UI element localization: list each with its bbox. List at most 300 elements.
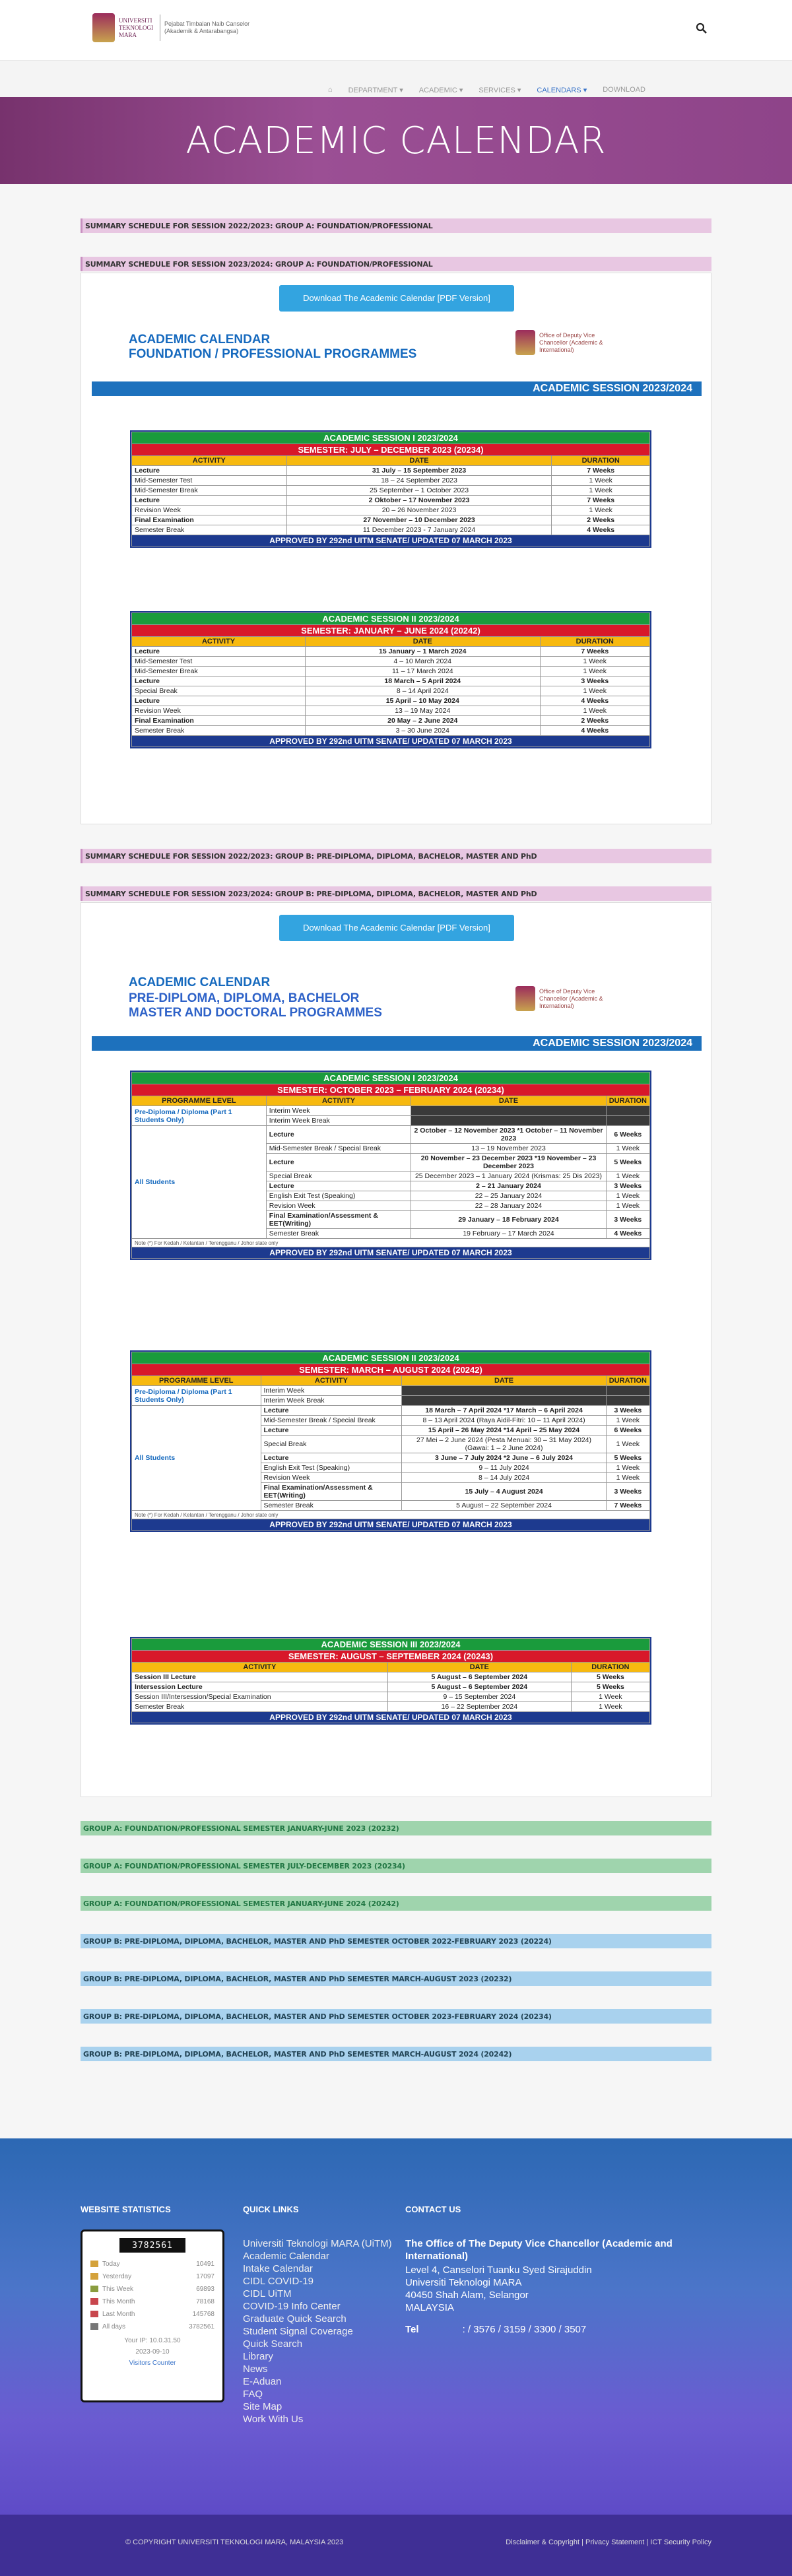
duration-cell: 1 Week: [540, 667, 650, 677]
table-row: [132, 456, 650, 466]
table-row: [132, 1639, 650, 1651]
semester-header: SEMESTER: JANUARY – JUNE 2024 (20242): [132, 625, 650, 637]
activity-cell: Special Break: [132, 686, 306, 696]
activity-cell: Revision Week: [266, 1201, 411, 1211]
column-header: DATE: [306, 637, 540, 647]
duration-cell: 1 Week: [552, 476, 650, 486]
date-cell: 31 July – 15 September 2023: [286, 466, 552, 476]
quick-link[interactable]: CIDL UiTM: [243, 2288, 292, 2299]
table-row: [132, 1386, 650, 1396]
table-row: [132, 1519, 650, 1531]
duration-cell: 1 Week: [606, 1436, 649, 1453]
duration-cell: 1 Week: [606, 1201, 649, 1211]
duration-cell: 7 Weeks: [552, 496, 650, 506]
quick-link[interactable]: Intake Calendar: [243, 2263, 313, 2274]
accordion-b2[interactable]: GROUP B: PRE-DIPLOMA, DIPLOMA, BACHELOR, MASTER AND PhD SEMESTER MARCH-AUGUST 2023 (20232): [81, 1971, 711, 1986]
column-header: DURATION: [606, 1096, 649, 1106]
contact-office: The Office of The Deputy Vice Chancellor (Academic and International): [405, 2238, 673, 2262]
stat-icon: [90, 2286, 98, 2292]
duration-cell: [606, 1116, 649, 1126]
programme-level-cell: Pre-Diploma / Diploma (Part 1 Students Only): [132, 1386, 261, 1406]
activity-cell: Final Examination/Assessment & EET(Writing): [261, 1483, 402, 1501]
activity-cell: Lecture: [132, 677, 306, 686]
accordion-g2[interactable]: GROUP A: FOUNDATION/PROFESSIONAL SEMESTER JULY-DECEMBER 2023 (20234): [81, 1859, 711, 1873]
quick-link[interactable]: COVID-19 Info Center: [243, 2301, 341, 2312]
activity-cell: Semester Break: [132, 1702, 388, 1712]
duration-cell: 1 Week: [606, 1191, 649, 1201]
date-cell: 18 – 24 September 2023: [286, 476, 552, 486]
activity-cell: Lecture: [132, 647, 306, 657]
table-row: [132, 657, 650, 667]
stat-icon: [90, 2298, 98, 2305]
activity-cell: Final Examination: [132, 716, 306, 726]
date-cell: [402, 1396, 606, 1406]
date-cell: 5 August – 6 September 2024: [387, 1682, 571, 1692]
duration-cell: 7 Weeks: [540, 647, 650, 657]
duration-cell: 4 Weeks: [606, 1229, 649, 1239]
approval-footer: APPROVED BY 292nd UITM SENATE/ UPDATED 07 MARCH 2023: [132, 1519, 650, 1531]
accordion-2022-group-a[interactable]: SUMMARY SCHEDULE FOR SESSION 2022/2023: GROUP A: FOUNDATION/PROFESSIONAL: [81, 218, 711, 233]
table-row: [132, 525, 650, 535]
dvc-office-logo: Office of Deputy Vice Chancellor (Academic & International): [515, 330, 605, 355]
date-cell: 11 – 17 March 2024: [306, 667, 540, 677]
group-b-subtitle-2: MASTER AND DOCTORAL PROGRAMMES: [129, 1006, 382, 1020]
activity-cell: Interim Week Break: [266, 1116, 411, 1126]
column-header: ACTIVITY: [261, 1376, 402, 1386]
date-cell: 16 – 22 September 2024: [387, 1702, 571, 1712]
date-cell: 8 – 13 April 2024 (Raya Aidil-Fitri: 10 – 11 April 2024): [402, 1416, 606, 1426]
accordion-2023-group-b[interactable]: SUMMARY SCHEDULE FOR SESSION 2023/2024: GROUP B: PRE-DIPLOMA, DIPLOMA, BACHELOR, MASTER AND PhD: [81, 886, 711, 901]
date-cell: 25 September – 1 October 2023: [286, 486, 552, 496]
activity-cell: Lecture: [261, 1453, 402, 1463]
stat-row: This Week 69893: [90, 2283, 214, 2295]
table-row: [132, 1376, 650, 1386]
session-header: ACADEMIC SESSION II 2023/2024: [132, 613, 650, 625]
session-bar-b: ACADEMIC SESSION 2023/2024: [92, 1036, 702, 1051]
duration-cell: 5 Weeks: [571, 1672, 649, 1682]
column-header: PROGRAMME LEVEL: [132, 1376, 261, 1386]
approval-footer: APPROVED BY 292nd UITM SENATE/ UPDATED 07 MARCH 2023: [132, 1247, 650, 1259]
activity-cell: Semester Break: [132, 525, 287, 535]
activity-cell: Revision Week: [132, 506, 287, 515]
activity-cell: Revision Week: [261, 1473, 402, 1483]
duration-cell: 1 Week: [540, 657, 650, 667]
duration-cell: [606, 1396, 649, 1406]
quick-link[interactable]: FAQ: [243, 2389, 263, 2400]
table-row: [132, 637, 650, 647]
quick-link[interactable]: Quick Search: [243, 2338, 303, 2350]
table-row: [132, 716, 650, 726]
duration-cell: 1 Week: [571, 1692, 649, 1702]
date-cell: 13 – 19 November 2023: [411, 1144, 606, 1154]
activity-cell: Intersession Lecture: [132, 1682, 388, 1692]
date-cell: 22 – 25 January 2024: [411, 1191, 606, 1201]
visitors-counter-link[interactable]: Visitors Counter: [129, 2360, 176, 2367]
date-cell: [411, 1106, 606, 1116]
quick-link[interactable]: E-Aduan: [243, 2376, 282, 2387]
approval-footer: APPROVED BY 292nd UITM SENATE/ UPDATED 07 MARCH 2023: [132, 736, 650, 747]
site-header: [0, 0, 792, 61]
table-row: [132, 476, 650, 486]
date-cell: [411, 1116, 606, 1126]
page-title: ACADEMIC CALENDAR: [185, 119, 607, 162]
uitm-logo[interactable]: [92, 13, 270, 42]
date-cell: 27 Mei – 2 June 2024 (Pesta Menuai: 30 – 31 May 2024) (Gawai: 1 – 2 June 2024): [402, 1436, 606, 1453]
column-header: ACTIVITY: [266, 1096, 411, 1106]
duration-cell: 5 Weeks: [571, 1682, 649, 1692]
contact-addr-4: MALAYSIA: [405, 2302, 454, 2313]
duration-cell: 3 Weeks: [606, 1483, 649, 1501]
nav-services[interactable]: SERVICES ▾: [478, 86, 521, 94]
activity-cell: Lecture: [132, 496, 287, 506]
activity-cell: Special Break: [266, 1172, 411, 1181]
table-row: [132, 1702, 650, 1712]
table-row: [132, 1511, 650, 1519]
date-cell: 27 November – 10 December 2023: [286, 515, 552, 525]
table-row: [132, 726, 650, 736]
semester-header: SEMESTER: JULY – DECEMBER 2023 (20234): [132, 444, 650, 456]
column-header: DATE: [411, 1096, 606, 1106]
visitor-counter: 3782561: [119, 2238, 185, 2253]
duration-cell: 1 Week: [606, 1172, 649, 1181]
date-cell: 29 January – 18 February 2024: [411, 1211, 606, 1229]
date-cell: 3 June – 7 July 2024 *2 June – 6 July 2024: [402, 1453, 606, 1463]
session-header: ACADEMIC SESSION II 2023/2024: [132, 1352, 650, 1364]
visitor-stats-widget: [81, 2229, 224, 2402]
table-row: [132, 486, 650, 496]
duration-cell: 1 Week: [552, 486, 650, 496]
group-b-panel: [81, 902, 711, 1797]
page-banner: [0, 97, 792, 184]
activity-cell: Lecture: [132, 696, 306, 706]
group-a-subtitle: FOUNDATION / PROFESSIONAL PROGRAMMES: [129, 347, 417, 361]
column-header: DURATION: [606, 1376, 649, 1386]
table-b-session-3: [130, 1637, 651, 1725]
table-note: Note (*) For Kedah / Kelantan / Terengganu / Johor state only: [132, 1511, 650, 1519]
duration-cell: 1 Week: [540, 706, 650, 716]
duration-cell: 1 Week: [606, 1473, 649, 1483]
date-cell: 8 – 14 July 2024: [402, 1473, 606, 1483]
table-row: [132, 677, 650, 686]
accordion-b4[interactable]: GROUP B: PRE-DIPLOMA, DIPLOMA, BACHELOR, MASTER AND PhD SEMESTER MARCH-AUGUST 2024 (20242): [81, 2047, 711, 2061]
table-b-session-1: [130, 1071, 651, 1260]
date-cell: 15 April – 10 May 2024: [306, 696, 540, 706]
table-row: [132, 1663, 650, 1672]
session-header: ACADEMIC SESSION I 2023/2024: [132, 432, 650, 444]
table-row: [132, 696, 650, 706]
duration-cell: 3 Weeks: [606, 1406, 649, 1416]
contact-block: [405, 2237, 715, 2336]
visitor-date: 2023-09-10: [135, 2348, 170, 2356]
column-header: DURATION: [571, 1663, 649, 1672]
activity-cell: Lecture: [261, 1406, 402, 1416]
activity-cell: Session III Lecture: [132, 1672, 388, 1682]
table-row: [132, 432, 650, 444]
column-header: ACTIVITY: [132, 637, 306, 647]
contact-title: CONTACT US: [405, 2204, 461, 2214]
duration-cell: 1 Week: [606, 1463, 649, 1473]
activity-cell: Lecture: [132, 466, 287, 476]
table-row: [132, 1106, 650, 1116]
home-icon[interactable]: ⌂: [327, 86, 333, 94]
stat-icon: [90, 2311, 98, 2317]
duration-cell: 7 Weeks: [606, 1501, 649, 1511]
table-row: [132, 1239, 650, 1247]
date-cell: 5 August – 6 September 2024: [387, 1672, 571, 1682]
stats-title: WEBSITE STATISTICS: [81, 2204, 171, 2214]
duration-cell: 5 Weeks: [606, 1154, 649, 1172]
table-row: [132, 1406, 650, 1416]
quick-link[interactable]: News: [243, 2363, 268, 2375]
date-cell: 2 October – 12 November 2023 *1 October – 11 November 2023: [411, 1126, 606, 1144]
date-cell: 2 – 21 January 2024: [411, 1181, 606, 1191]
column-header: DATE: [402, 1376, 606, 1386]
table-row: [132, 506, 650, 515]
table-row: [132, 1352, 650, 1364]
quick-links-list: [243, 2237, 392, 2426]
date-cell: 2 Oktober – 17 November 2023: [286, 496, 552, 506]
table-row: [132, 1692, 650, 1702]
date-cell: 20 November – 23 December 2023 *19 November – 23 December 2023: [411, 1154, 606, 1172]
date-cell: 15 July – 4 August 2024: [402, 1483, 606, 1501]
duration-cell: 1 Week: [606, 1144, 649, 1154]
activity-cell: Semester Break: [266, 1229, 411, 1239]
activity-cell: Mid-Semester Break: [132, 486, 287, 496]
copyright-text: © COPYRIGHT UNIVERSITI TEKNOLOGI MARA, MALAYSIA 2023: [125, 2538, 344, 2546]
table-row: [132, 444, 650, 456]
activity-cell: Interim Week: [261, 1386, 402, 1396]
stat-row: This Month 78168: [90, 2295, 214, 2308]
quick-link[interactable]: Student Signal Coverage: [243, 2326, 353, 2337]
programme-level-cell: Pre-Diploma / Diploma (Part 1 Students Only): [132, 1106, 267, 1126]
date-cell: 25 December 2023 – 1 January 2024 (Krismas: 25 Dis 2023): [411, 1172, 606, 1181]
table-row: [132, 625, 650, 637]
duration-cell: 2 Weeks: [540, 716, 650, 726]
activity-cell: Session III/Intersession/Special Examination: [132, 1692, 388, 1702]
table-note: Note (*) For Kedah / Kelantan / Terengganu / Johor state only: [132, 1239, 650, 1247]
activity-cell: Mid-Semester Test: [132, 476, 287, 486]
date-cell: [402, 1386, 606, 1396]
duration-cell: 1 Week: [552, 506, 650, 515]
table-row: [132, 1364, 650, 1376]
accordion-2022-group-b[interactable]: SUMMARY SCHEDULE FOR SESSION 2022/2023: GROUP B: PRE-DIPLOMA, DIPLOMA, BACHELOR, MASTER AND PhD: [81, 849, 711, 863]
duration-cell: 2 Weeks: [552, 515, 650, 525]
nav-department[interactable]: DEPARTMENT ▾: [348, 86, 403, 94]
accordion-g1[interactable]: GROUP A: FOUNDATION/PROFESSIONAL SEMESTER JANUARY-JUNE 2023 (20232): [81, 1821, 711, 1835]
group-a-title: ACADEMIC CALENDAR: [129, 333, 271, 347]
date-cell: 19 February – 17 March 2024: [411, 1229, 606, 1239]
duration-cell: 1 Week: [540, 686, 650, 696]
quick-link[interactable]: CIDL COVID-19: [243, 2276, 314, 2287]
uni-name: UNIVERSITI TEKNOLOGI MARA: [119, 17, 153, 38]
nav-download[interactable]: DOWNLOAD: [603, 86, 645, 94]
main-content: [0, 184, 792, 2196]
column-header: DATE: [286, 456, 552, 466]
quick-link[interactable]: Work With Us: [243, 2414, 304, 2425]
activity-cell: Interim Week: [266, 1106, 411, 1116]
legal-links[interactable]: Disclaimer & Copyright | Privacy Statement | ICT Security Policy: [506, 2538, 711, 2546]
activity-cell: Lecture: [266, 1126, 411, 1144]
date-cell: 15 January – 1 March 2024: [306, 647, 540, 657]
activity-cell: Semester Break: [261, 1501, 402, 1511]
column-header: DATE: [387, 1663, 571, 1672]
date-cell: 9 – 15 September 2024: [387, 1692, 571, 1702]
semester-header: SEMESTER: AUGUST – SEPTEMBER 2024 (20243): [132, 1651, 650, 1663]
uitm-seal-icon: [92, 13, 115, 42]
activity-cell: Special Break: [261, 1436, 402, 1453]
programme-level-cell: All Students: [132, 1406, 261, 1511]
table-row: [132, 1682, 650, 1692]
office-name: Pejabat Timbalan Naib Canselor (Akademik & Antarabangsa): [164, 20, 250, 34]
table-row: [132, 1073, 650, 1084]
visitor-ip: Your IP: 10.0.31.50: [124, 2337, 181, 2344]
date-cell: 20 – 26 November 2023: [286, 506, 552, 515]
table-a-session-1: [130, 430, 651, 548]
table-a-session-2: [130, 611, 651, 748]
activity-cell: Interim Week Break: [261, 1396, 402, 1406]
stat-icon: [90, 2261, 98, 2267]
group-b-title: ACADEMIC CALENDAR: [129, 975, 271, 989]
table-row: [132, 1247, 650, 1259]
duration-cell: 4 Weeks: [540, 726, 650, 736]
date-cell: 18 March – 5 April 2024: [306, 677, 540, 686]
activity-cell: English Exit Test (Speaking): [266, 1191, 411, 1201]
quick-link[interactable]: Graduate Quick Search: [243, 2313, 346, 2325]
duration-cell: [606, 1386, 649, 1396]
table-row: [132, 706, 650, 716]
table-row: [132, 667, 650, 677]
accordion-b3[interactable]: GROUP B: PRE-DIPLOMA, DIPLOMA, BACHELOR, MASTER AND PhD SEMESTER OCTOBER 2023-FEBRUARY 2024 (20234): [81, 2009, 711, 2024]
table-row: [132, 466, 650, 476]
semester-header: SEMESTER: OCTOBER 2023 – FEBRUARY 2024 (20234): [132, 1084, 650, 1096]
activity-cell: Final Examination: [132, 515, 287, 525]
dvc-office-logo-b: Office of Deputy Vice Chancellor (Academic & International): [515, 986, 605, 1011]
download-pdf-button-a[interactable]: Download The Academic Calendar [PDF Version]: [279, 285, 514, 312]
date-cell: 11 December 2023 - 7 January 2024: [286, 525, 552, 535]
duration-cell: 6 Weeks: [606, 1126, 649, 1144]
contact-addr-2: Universiti Teknologi MARA: [405, 2277, 522, 2288]
duration-cell: 5 Weeks: [606, 1453, 649, 1463]
table-row: [132, 1126, 650, 1144]
table-row: [132, 686, 650, 696]
activity-cell: Mid-Semester Break / Special Break: [261, 1416, 402, 1426]
table-row: [132, 1084, 650, 1096]
column-header: DURATION: [552, 456, 650, 466]
nav-bar: [0, 61, 792, 97]
activity-cell: Revision Week: [132, 706, 306, 716]
column-header: ACTIVITY: [132, 456, 287, 466]
column-header: DURATION: [540, 637, 650, 647]
contact-addr-3: 40450 Shah Alam, Selangor: [405, 2290, 529, 2301]
search-icon[interactable]: [696, 22, 708, 34]
duration-cell: 1 Week: [571, 1702, 649, 1712]
column-header: ACTIVITY: [132, 1663, 388, 1672]
programme-level-cell: All Students: [132, 1126, 267, 1239]
nav-academic[interactable]: ACADEMIC ▾: [418, 86, 463, 94]
stat-icon: [90, 2273, 98, 2280]
group-b-subtitle-1: PRE-DIPLOMA, DIPLOMA, BACHELOR: [129, 991, 360, 1005]
group-a-panel: [81, 273, 711, 824]
duration-cell: 6 Weeks: [606, 1426, 649, 1436]
stat-icon: [90, 2323, 98, 2330]
date-cell: 5 August – 22 September 2024: [402, 1501, 606, 1511]
date-cell: 22 – 28 January 2024: [411, 1201, 606, 1211]
table-row: [132, 1712, 650, 1723]
column-header: PROGRAMME LEVEL: [132, 1096, 267, 1106]
quicklinks-title: QUICK LINKS: [243, 2204, 299, 2214]
table-row: [132, 535, 650, 546]
duration-cell: 3 Weeks: [540, 677, 650, 686]
stat-row: All days 3782561: [90, 2321, 214, 2333]
duration-cell: [606, 1106, 649, 1116]
table-row: [132, 1096, 650, 1106]
activity-cell: Final Examination/Assessment & EET(Writing): [266, 1211, 411, 1229]
stat-row: Last Month 145768: [90, 2308, 214, 2321]
nav-calendars[interactable]: CALENDARS ▾: [537, 86, 587, 94]
date-cell: 18 March – 7 April 2024 *17 March – 6 April 2024: [402, 1406, 606, 1416]
activity-cell: Mid-Semester Break: [132, 667, 306, 677]
session-header: ACADEMIC SESSION III 2023/2024: [132, 1639, 650, 1651]
approval-footer: APPROVED BY 292nd UITM SENATE/ UPDATED 07 MARCH 2023: [132, 1712, 650, 1723]
activity-cell: English Exit Test (Speaking): [261, 1463, 402, 1473]
duration-cell: 1 Week: [606, 1416, 649, 1426]
semester-header: SEMESTER: MARCH – AUGUST 2024 (20242): [132, 1364, 650, 1376]
stat-row: Today 10491: [90, 2258, 214, 2270]
session-header: ACADEMIC SESSION I 2023/2024: [132, 1073, 650, 1084]
activity-cell: Lecture: [266, 1154, 411, 1172]
accordion-2023-group-a[interactable]: SUMMARY SCHEDULE FOR SESSION 2023/2024: GROUP A: FOUNDATION/PROFESSIONAL: [81, 257, 711, 271]
activity-cell: Semester Break: [132, 726, 306, 736]
download-pdf-button-b[interactable]: Download The Academic Calendar [PDF Version]: [279, 915, 514, 941]
table-row: [132, 1672, 650, 1682]
activity-cell: Lecture: [261, 1426, 402, 1436]
duration-cell: 7 Weeks: [552, 466, 650, 476]
date-cell: 13 – 19 May 2024: [306, 706, 540, 716]
table-row: [132, 613, 650, 625]
table-row: [132, 736, 650, 747]
quick-link[interactable]: Universiti Teknologi MARA (UiTM): [243, 2238, 392, 2249]
copyright-bar: [0, 2515, 792, 2576]
quick-link[interactable]: Academic Calendar: [243, 2251, 329, 2262]
duration-cell: 4 Weeks: [552, 525, 650, 535]
quick-link[interactable]: Site Map: [243, 2401, 282, 2412]
tel-value: : / 3576 / 3159 / 3300 / 3507: [462, 2324, 587, 2335]
date-cell: 9 – 11 July 2024: [402, 1463, 606, 1473]
date-cell: 3 – 30 June 2024: [306, 726, 540, 736]
tel-label: Tel: [405, 2324, 419, 2335]
stat-row: Yesterday 17097: [90, 2270, 214, 2283]
date-cell: 20 May – 2 June 2024: [306, 716, 540, 726]
date-cell: 4 – 10 March 2024: [306, 657, 540, 667]
accordion-g3[interactable]: GROUP A: FOUNDATION/PROFESSIONAL SEMESTER JANUARY-JUNE 2024 (20242): [81, 1896, 711, 1911]
table-row: [132, 496, 650, 506]
duration-cell: 3 Weeks: [606, 1211, 649, 1229]
date-cell: 15 April – 26 May 2024 *14 April – 25 May 2024: [402, 1426, 606, 1436]
session-bar-a: ACADEMIC SESSION 2023/2024: [92, 381, 702, 396]
quick-link[interactable]: Library: [243, 2351, 273, 2362]
duration-cell: 3 Weeks: [606, 1181, 649, 1191]
table-row: [132, 1651, 650, 1663]
activity-cell: Lecture: [266, 1181, 411, 1191]
approval-footer: APPROVED BY 292nd UITM SENATE/ UPDATED 07 MARCH 2023: [132, 535, 650, 546]
date-cell: 8 – 14 April 2024: [306, 686, 540, 696]
table-row: [132, 647, 650, 657]
activity-cell: Mid-Semester Break / Special Break: [266, 1144, 411, 1154]
table-row: [132, 515, 650, 525]
accordion-b1[interactable]: GROUP B: PRE-DIPLOMA, DIPLOMA, BACHELOR, MASTER AND PhD SEMESTER OCTOBER 2022-FEBRUARY 2023 (20224): [81, 1934, 711, 1948]
activity-cell: Mid-Semester Test: [132, 657, 306, 667]
table-b-session-2: [130, 1350, 651, 1532]
